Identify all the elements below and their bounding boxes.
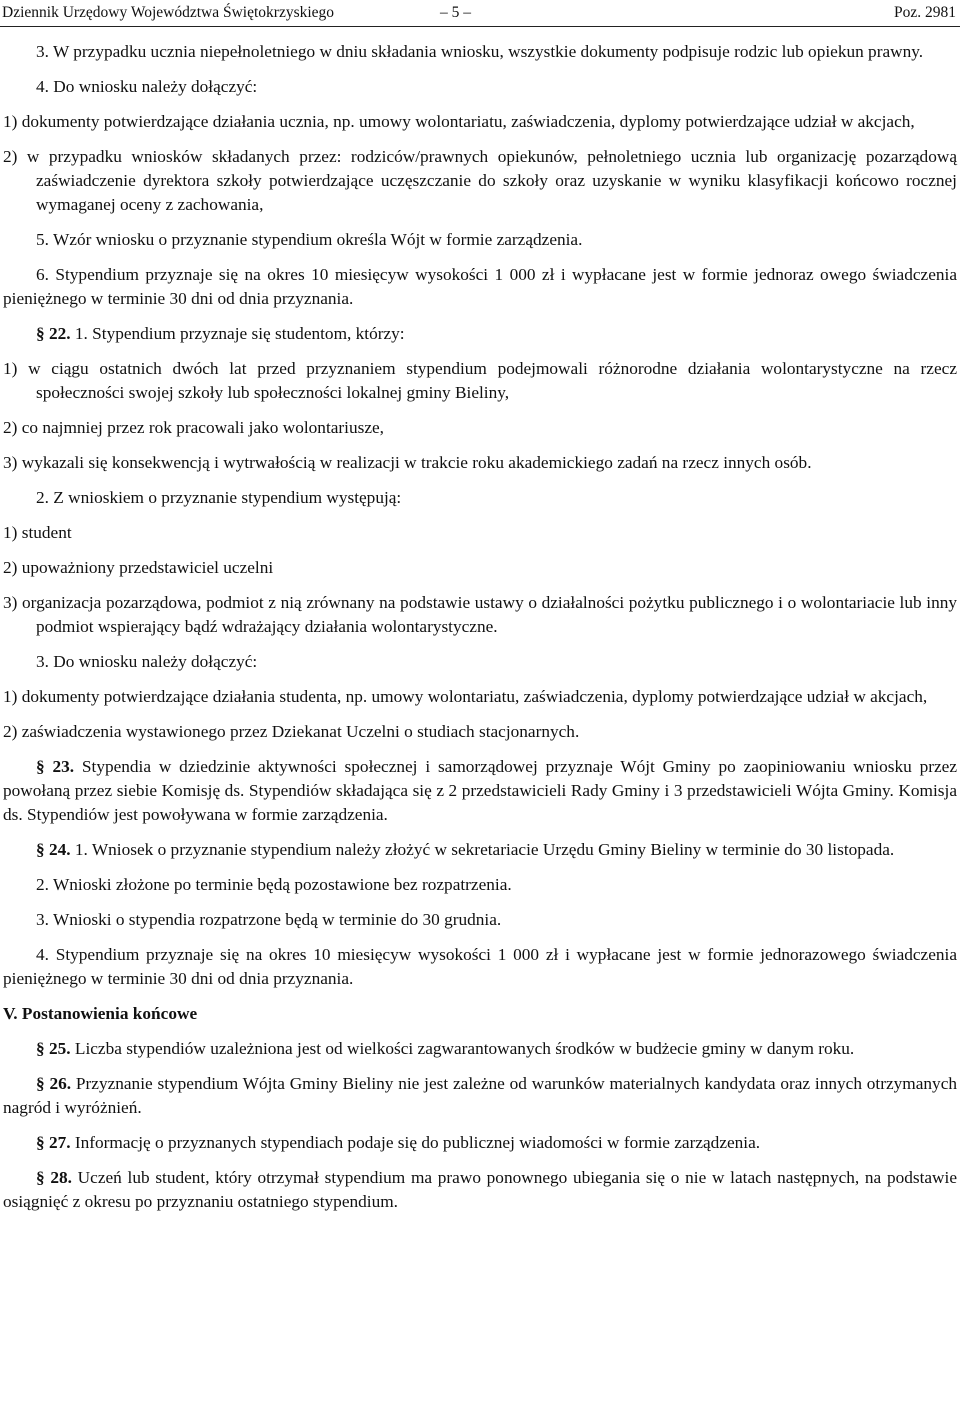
- paragraph: [3, 838, 957, 862]
- paragraph: [3, 1037, 957, 1061]
- paragraph-text: 3. Do wniosku należy dołączyć:: [36, 652, 258, 671]
- paragraph: [3, 228, 957, 252]
- paragraph-text: 1) dokumenty potwierdzające działania studenta, np. umowy wolontariatu, zaświadczenia, dyplomy potwierdzające udział w akcjach,: [3, 687, 928, 706]
- paragraph: [3, 145, 957, 217]
- paragraph-text: 1) dokumenty potwierdzające działania ucznia, np. umowy wolontariatu, zaświadczenia, dyplomy potwierdzające udział w akcjach,: [3, 112, 915, 131]
- paragraph: [3, 110, 957, 134]
- section-number: § 22.: [36, 324, 71, 343]
- paragraph-text: 4. Stypendium przyznaje się na okres 10 miesięcyw wysokości 1 000 zł i wypłacane jest w formie jednorazowego świadczenia pieniężnego w terminie 30 dni od dnia przyznania.: [3, 945, 957, 988]
- paragraph: [3, 943, 957, 991]
- paragraph: [3, 263, 957, 311]
- paragraph: [3, 451, 957, 475]
- paragraph-text: Stypendia w dziedzinie aktywności społecznej i samorządowej przyznaje Wójt Gminy po zaopiniowaniu wniosku przez powołaną przez siebie Komisję ds. Stypendiów składająca się z 2 przedstawicieli Rady Gminy i 3 przedstawicieli Wójta Gminy. Komisja ds. Stypendiów jest powoływana w formie zarządzenia.: [3, 757, 957, 824]
- paragraph: [3, 650, 957, 674]
- paragraph-text: 1. Stypendium przyznaje się studentom, którzy:: [70, 324, 405, 343]
- paragraph: [3, 75, 957, 99]
- paragraph-text: V. Postanowienia końcowe: [3, 1004, 198, 1023]
- paragraph-text: 2) co najmniej przez rok pracowali jako wolontariusze,: [3, 418, 384, 437]
- section-number: § 23.: [36, 757, 75, 776]
- paragraph-text: Przyznanie stypendium Wójta Gminy Bieliny nie jest zależne od warunków materialnych kandydata oraz innych otrzymanych nagród i wyróżnień.: [3, 1074, 957, 1117]
- section-number: § 26.: [36, 1074, 72, 1093]
- paragraph-text: 2) w przypadku wniosków składanych przez: rodziców/prawnych opiekunów, pełnoletniego ucznia lub organizację pozarządową zaświadczenie dyrektora szkoły potwierdzające uczęszczanie do szkoły oraz uzyskanie w wyniku klasyfikacji końcowo rocznej wymaganej oceny z zachowania,: [3, 147, 957, 214]
- paragraph: [3, 720, 957, 744]
- paragraph-text: Informację o przyznanych stypendiach podaje się do publicznej wiadomości w formie zarządzenia.: [70, 1133, 761, 1152]
- paragraph-text: 2. Wnioski złożone po terminie będą pozostawione bez rozpatrzenia.: [36, 875, 512, 894]
- paragraph-text: 3) wykazali się konsekwencją i wytrwałością w realizacji w trakcie roku akademickiego zadań na rzecz innych osób.: [3, 453, 812, 472]
- section-number: § 28.: [36, 1168, 72, 1187]
- section-number: § 24.: [36, 840, 71, 859]
- paragraph-text: 2. Z wnioskiem o przyznanie stypendium występują:: [36, 488, 402, 507]
- paragraph-text: 3. Wnioski o stypendia rozpatrzone będą w terminie do 30 grudnia.: [36, 910, 502, 929]
- paragraph-text: 3) organizacja pozarządowa, podmiot z nią zrównany na podstawie ustawy o działalności pożytku publicznego i o wolontariacie lub inny podmiot wspierający bądź wdrażający działania wolontarystyczne.: [3, 593, 957, 636]
- paragraph: [3, 873, 957, 897]
- document-body: [3, 40, 957, 1225]
- section-number: § 25.: [36, 1039, 71, 1058]
- paragraph-text: 4. Do wniosku należy dołączyć:: [36, 77, 258, 96]
- paragraph-text: 6. Stypendium przyznaje się na okres 10 miesięcyw wysokości 1 000 zł i wypłacane jest w formie jednoraz owego świadczenia pieniężnego w terminie 30 dni od dnia przyznania.: [3, 265, 957, 308]
- journal-title: Dziennik Urzędowy Województwa Świętokrzyskiego: [2, 4, 335, 21]
- paragraph: [3, 486, 957, 510]
- paragraph: [3, 591, 957, 639]
- paragraph-text: 5. Wzór wniosku o przyznanie stypendium określa Wójt w formie zarządzenia.: [36, 230, 583, 249]
- paragraph-text: Uczeń lub student, który otrzymał stypendium ma prawo ponownego ubiegania się o nie w latach następnych, na podstawie osiągnięć z okresu po przyznaniu ostatniego stypendium.: [3, 1168, 958, 1211]
- paragraph: [3, 556, 957, 580]
- paragraph: [3, 908, 957, 932]
- paragraph: [3, 1131, 957, 1155]
- paragraph: [3, 416, 957, 440]
- paragraph-text: 2) upoważniony przedstawiciel uczelni: [3, 558, 274, 577]
- page-number: – 5 –: [440, 4, 471, 21]
- paragraph: [3, 322, 957, 346]
- page-header: [0, 0, 960, 27]
- paragraph: [3, 40, 957, 64]
- paragraph: [3, 685, 957, 709]
- paragraph: [3, 521, 957, 545]
- section-number: § 27.: [36, 1133, 71, 1152]
- paragraph: [3, 1072, 957, 1120]
- paragraph: [3, 755, 957, 827]
- paragraph-text: 3. W przypadku ucznia niepełnoletniego w dniu składania wniosku, wszystkie dokumenty podpisuje rodzic lub opiekun prawny.: [36, 42, 924, 61]
- paragraph-text: 1. Wniosek o przyznanie stypendium należy złożyć w sekretariacie Urzędu Gminy Bieliny w terminie do 30 listopada.: [70, 840, 895, 859]
- paragraph-text: 2) zaświadczenia wystawionego przez Dziekanat Uczelni o studiach stacjonarnych.: [3, 722, 580, 741]
- section-title: [3, 1002, 957, 1026]
- paragraph-text: 1) student: [3, 523, 72, 542]
- paragraph: [3, 357, 957, 405]
- position-number: Poz. 2981: [894, 4, 956, 21]
- paragraph: [3, 1166, 957, 1214]
- paragraph-text: Liczba stypendiów uzależniona jest od wielkości zagwarantowanych środków w budżecie gminy w danym roku.: [70, 1039, 855, 1058]
- paragraph-text: 1) w ciągu ostatnich dwóch lat przed przyznaniem stypendium podejmowali różnorodne działania wolontarystyczne na rzecz społeczności swojej szkoły lub społeczności lokalnej gminy Bieliny,: [3, 359, 957, 402]
